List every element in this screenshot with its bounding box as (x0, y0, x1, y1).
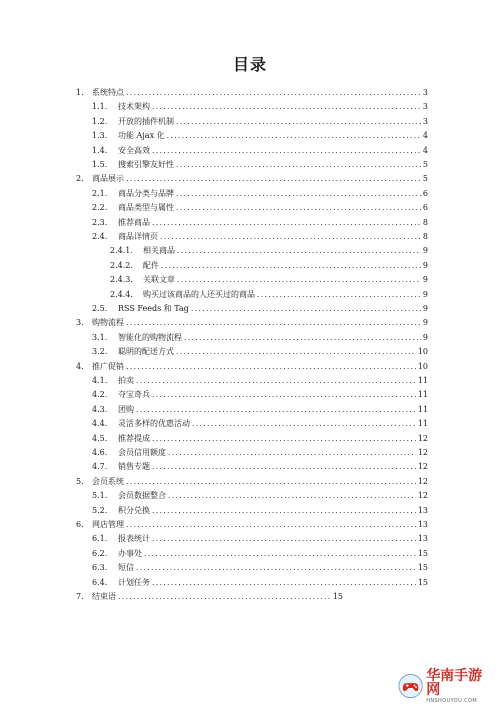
toc-entry-number: 4.7. (92, 462, 108, 472)
toc-entry[interactable] (92, 230, 428, 244)
toc-leader-dots (152, 532, 416, 546)
toc-leader-dots (176, 345, 416, 359)
toc-entry[interactable] (92, 331, 428, 345)
toc-leader-dots (136, 403, 416, 417)
toc-entry-number: 2.4.4. (110, 289, 133, 299)
toc-leader-dots (126, 172, 421, 186)
toc-entry-label: 智能化的购物流程 (118, 332, 182, 342)
toc-entry-number: 3. (76, 318, 84, 328)
toc-entry-number: 3.2. (92, 347, 108, 357)
toc-entry-label: 积分兑换 (118, 505, 150, 515)
toc-entry-label: 开放的插件机制 (118, 116, 174, 126)
toc-leader-dots (168, 489, 416, 503)
toc-entry[interactable] (92, 144, 428, 158)
toc-leader-dots (176, 158, 421, 172)
toc-entry-page: 12 (417, 476, 428, 486)
toc-entry-label: 购买过该商品的人还买过的商品 (143, 289, 255, 299)
toc-leader-dots (184, 331, 421, 345)
toc-entry-number: 6.2. (92, 548, 108, 558)
toc-leader-dots (168, 446, 416, 460)
toc-entry[interactable] (110, 273, 428, 287)
toc-entry-label: 会员数据整合 (118, 491, 166, 501)
toc-entry-number: 1.4. (92, 145, 108, 155)
toc-entry-number: 2.5. (92, 304, 108, 313)
toc-entry-page: 8 (422, 232, 428, 241)
toc-entry[interactable] (92, 216, 428, 230)
toc-leader-dots (152, 100, 421, 114)
toc-leader-dots (126, 475, 416, 489)
toc-entry[interactable] (76, 590, 343, 604)
toc-entry-number: 5. (76, 476, 84, 486)
toc-leader-dots (136, 374, 416, 388)
toc-leader-dots (118, 590, 331, 604)
toc-entry[interactable] (92, 129, 428, 143)
toc-entry-page: 15 (417, 548, 428, 558)
toc-entry-label: 推广促销 (92, 361, 124, 371)
toc-leader-dots (126, 86, 421, 100)
toc-entry[interactable] (92, 100, 428, 114)
toc-leader-dots (176, 187, 421, 201)
toc-entry-number: 2.4. (92, 232, 108, 241)
toc-entry-page: 15 (332, 592, 343, 601)
toc-leader-dots (152, 216, 421, 230)
toc-leader-dots (136, 561, 416, 575)
toc-entry[interactable] (92, 417, 428, 431)
toc-leader-dots (126, 316, 421, 330)
toc-entry[interactable] (92, 576, 428, 590)
toc-entry[interactable] (92, 187, 428, 201)
toc-entry-page: 12 (417, 448, 428, 457)
toc-leader-dots (177, 273, 421, 287)
toc-entry[interactable] (92, 489, 428, 503)
toc-entry-label: 系统特点 (92, 88, 124, 97)
toc-leader-dots (152, 144, 421, 158)
toc-entry-number: 4. (76, 361, 84, 371)
toc-entry-label: 办事处 (118, 548, 142, 558)
toc-entry-label: 推荐商品 (118, 217, 150, 227)
toc-entry-page: 9 (422, 332, 428, 342)
toc-entry-number: 1.5. (92, 160, 108, 169)
toc-leader-dots (191, 302, 421, 316)
toc-entry-label: 技术架构 (118, 102, 150, 112)
toc-entry-page: 9 (422, 275, 428, 285)
toc-entry-number: 1. (76, 88, 84, 97)
toc-entry[interactable] (110, 259, 428, 273)
toc-entry-page: 15 (417, 577, 428, 587)
toc-leader-dots (192, 417, 416, 431)
toc-entry[interactable] (92, 532, 428, 546)
toc-entry[interactable] (92, 460, 428, 474)
toc-entry-label: 聪明的配送方式 (118, 347, 174, 357)
toc-entry-label: 灵活多样的优惠活动 (118, 419, 190, 429)
toc-entry-page: 10 (417, 347, 428, 357)
toc-entry-page: 10 (417, 361, 428, 371)
toc-entry-number: 6.4. (92, 577, 108, 587)
toc-entry-page: 9 (422, 260, 428, 270)
toc-entry[interactable] (76, 360, 428, 374)
toc-entry[interactable] (92, 388, 428, 402)
toc-leader-dots (161, 259, 421, 273)
toc-entry-page: 11 (417, 404, 428, 414)
toc-entry[interactable] (92, 345, 428, 359)
toc-entry[interactable] (92, 547, 428, 561)
toc-entry-page: 12 (417, 433, 428, 443)
toc-leader-dots (257, 288, 421, 302)
toc-entry-label: 商品分类与品牌 (118, 188, 174, 198)
gamepad-logo-icon (398, 673, 423, 699)
toc-entry-number: 5.2. (92, 505, 108, 515)
toc-entry[interactable] (92, 374, 428, 388)
toc-entry[interactable] (76, 172, 428, 186)
page-title: 目录 (232, 55, 267, 74)
toc-leader-dots (152, 460, 416, 474)
toc-entry-label: 销售专题 (118, 462, 150, 472)
toc-entry-page: 5 (422, 160, 428, 169)
toc-entry-number: 6.3. (92, 563, 108, 573)
toc-entry-page: 6 (422, 188, 428, 198)
toc-entry-label: 商品展示 (92, 174, 124, 184)
toc-entry-label: 团购 (118, 404, 134, 414)
toc-entry-label: 推荐提成 (118, 433, 150, 443)
toc-entry-page: 11 (417, 376, 428, 385)
toc-entry-label: 计划任务 (118, 577, 150, 587)
toc-entry-number: 4.5. (92, 433, 108, 443)
toc-entry-number: 2.4.3. (110, 275, 133, 285)
toc-entry[interactable] (92, 302, 428, 316)
toc-leader-dots (152, 576, 416, 590)
toc-entry-page: 13 (417, 534, 428, 544)
toc-entry[interactable] (110, 288, 428, 302)
watermark (398, 667, 494, 704)
toc-entry-page: 8 (422, 217, 428, 227)
toc-entry-label: 结束语 (92, 592, 116, 601)
toc-entry-number: 5.1. (92, 491, 108, 501)
toc-entry-label: 短信 (118, 563, 134, 573)
toc-leader-dots (176, 115, 421, 129)
toc-entry-number: 1.2. (92, 116, 108, 126)
toc-entry-page: 12 (417, 491, 428, 501)
toc-entry-label: 网店管理 (92, 520, 124, 529)
toc-entry[interactable] (76, 475, 428, 489)
toc-entry-label: 功能 Ajax 化 (118, 131, 165, 141)
toc-entry-page: 11 (417, 390, 428, 400)
toc-entry-page: 9 (422, 304, 428, 313)
toc-entry-number: 7. (76, 592, 84, 601)
toc-entry-label: 相关商品 (143, 246, 175, 256)
toc-entry-label: 关联文章 (143, 275, 175, 285)
toc-entry-page: 3 (422, 102, 428, 112)
toc-entry[interactable] (92, 403, 428, 417)
toc-entry-number: 4.1. (92, 376, 108, 385)
toc-entry-number: 1.1. (92, 102, 108, 112)
toc-entry-page: 12 (417, 462, 428, 472)
toc-entry-number: 3.1. (92, 332, 108, 342)
toc-entry[interactable] (92, 561, 428, 575)
toc-entry-page: 9 (422, 289, 428, 299)
toc-leader-dots (126, 360, 416, 374)
toc-entry[interactable] (76, 86, 428, 100)
toc-entry-label: 配件 (143, 260, 159, 270)
toc-entry-label: 商品类型与属性 (118, 203, 174, 213)
toc-leader-dots (152, 432, 416, 446)
toc-entry-page: 11 (417, 419, 428, 429)
toc-entry[interactable] (110, 244, 428, 258)
toc-entry-page: 13 (417, 505, 428, 515)
toc-entry-page: 3 (422, 116, 428, 126)
toc-entry-number: 2.3. (92, 217, 108, 227)
toc-entry-number: 4.3. (92, 404, 108, 414)
toc-leader-dots (144, 547, 416, 561)
toc-entry-label: RSS Feeds 和 Tag (118, 304, 189, 313)
toc-entry-label: 报表统计 (118, 534, 150, 544)
toc-entry[interactable] (92, 504, 428, 518)
toc-entry-label: 商品详情页 (118, 232, 158, 241)
toc-entry-page: 4 (422, 145, 428, 155)
toc-entry-number: 2.4.1. (110, 246, 133, 256)
toc-leader-dots (152, 388, 416, 402)
toc-entry-label: 会员系统 (92, 476, 124, 486)
toc-entry-page: 13 (417, 520, 428, 529)
toc-entry-number: 2.2. (92, 203, 108, 213)
toc-leader-dots (177, 244, 421, 258)
toc-entry[interactable] (92, 201, 428, 215)
toc-entry[interactable] (92, 446, 428, 460)
toc-entry-number: 4.2. (92, 390, 108, 400)
toc-entry-page: 9 (422, 318, 428, 328)
toc-leader-dots (176, 201, 421, 215)
toc-entry[interactable] (92, 432, 428, 446)
toc-entry-number: 2. (76, 174, 84, 184)
toc-entry-label: 会员信用额度 (118, 448, 166, 457)
toc-entry-page: 15 (417, 563, 428, 573)
toc-entry-number: 2.4.2. (110, 260, 133, 270)
toc-entry-page: 6 (422, 203, 428, 213)
toc-entry[interactable] (92, 115, 428, 129)
toc-entry-label: 安全高效 (118, 145, 150, 155)
toc-leader-dots (152, 504, 416, 518)
toc-entry-label: 搜索引擎友好性 (118, 160, 174, 169)
toc-leader-dots (160, 230, 421, 244)
toc-entry-number: 1.3. (92, 131, 108, 141)
toc-entry-label: 购物流程 (92, 318, 124, 328)
toc-entry-number: 4.6. (92, 448, 108, 457)
toc-entry-page: 5 (422, 174, 428, 184)
toc-entry-number: 6.1. (92, 534, 108, 544)
toc-entry-label: 拍卖 (118, 376, 134, 385)
toc-entry[interactable] (76, 518, 428, 532)
toc-entry[interactable] (76, 316, 428, 330)
toc-entry[interactable] (92, 158, 428, 172)
toc-entry-label: 夺宝奇兵 (118, 390, 150, 400)
toc-entry-page: 3 (422, 88, 428, 97)
toc-entry-page: 4 (422, 131, 428, 141)
watermark-text: 华南手游网 (426, 667, 483, 698)
toc-leader-dots (167, 129, 421, 143)
toc-entry-number: 6. (76, 520, 84, 529)
toc-entry-number: 4.4. (92, 419, 108, 429)
watermark-subtext: HNSHOUYOU.COM (426, 697, 478, 704)
toc-entry-number: 2.1. (92, 188, 108, 198)
toc-entry-page: 9 (422, 246, 428, 256)
toc-leader-dots (126, 518, 416, 532)
